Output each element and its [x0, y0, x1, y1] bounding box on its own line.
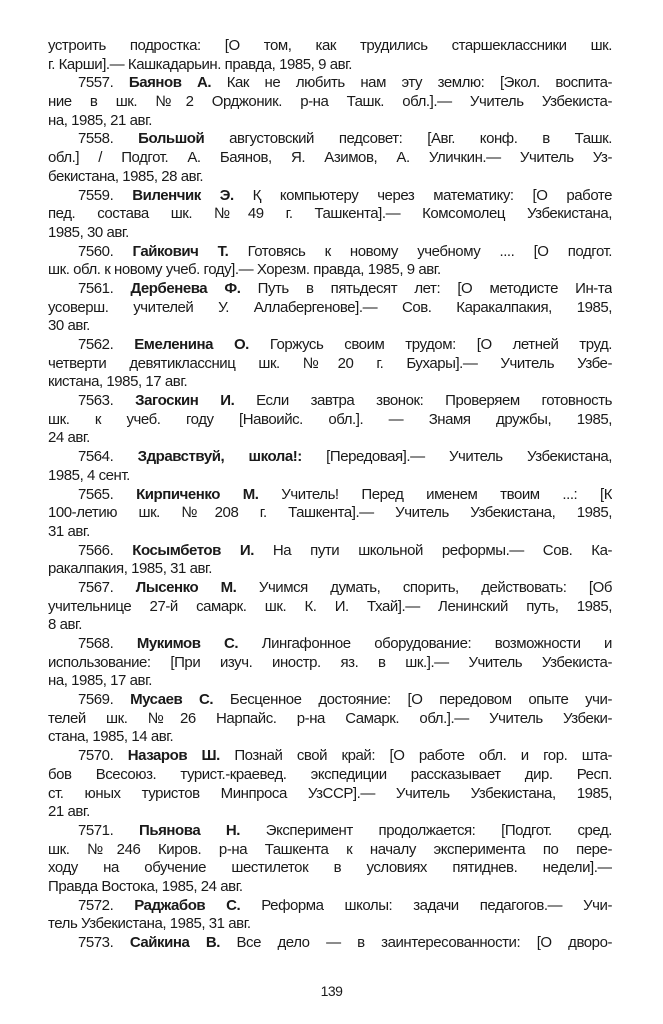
entry-author: Пьянова Н. — [139, 821, 241, 839]
bibliography-entry — [48, 448, 612, 485]
text-line: четверти девятиклассниц шк. №20 г. Бухары].— Учитель Узбе- — [48, 354, 612, 372]
entry-text: Все дело — в заинтересованности: [О дворо- — [236, 934, 612, 951]
entry-text: Готовясь к новому учебному .... [О подгот. — [247, 242, 612, 260]
text-line — [48, 747, 612, 766]
entry-text: августовский педсовет: [Авг. конф. в Ташк. — [229, 130, 612, 148]
entry-number: 7570. — [78, 747, 114, 765]
bibliography-entry — [48, 822, 612, 897]
text-line: ракалпакия, 1985, 31 авг. — [48, 560, 212, 578]
text-line: на, 1985, 17 авг. — [48, 672, 152, 690]
text-line: использование: [При изуч. иностр. яз. в шк.].— Учитель Узбекиста- — [48, 653, 612, 671]
entry-text: Учимся думать, спорить, действовать: [Об — [258, 578, 612, 596]
text-line: на, 1985, 21 авг. — [48, 111, 152, 129]
entry-text: Қ компьютеру через математику: [О работе — [252, 186, 612, 204]
text-line: обл.] / Подгот. А. Баянов, Я. Азимов, А. Уличкин.— Учитель Уз- — [48, 149, 612, 167]
entry-number: 7565. — [78, 485, 114, 503]
entry-author: Косымбетов И. — [132, 541, 254, 559]
entry-author: Большой — [138, 130, 205, 148]
bibliography-entry — [48, 336, 612, 392]
bibliography-entry — [48, 747, 612, 822]
text-line: учительнице 27-й самарк. шк. К. И. Тхай].— Ленинский путь, 1985, — [48, 597, 612, 615]
text-line: шк. обл. к новому учеб. году].— Хорезм. правда, 1985, 9 авг. — [48, 261, 441, 279]
entry-author: Лысенко М. — [135, 578, 237, 596]
entry-text: На пути школьной реформы.— Сов. Ка- — [272, 541, 612, 559]
entry-number: 7571. — [78, 821, 114, 839]
text-line — [48, 934, 612, 953]
bibliography-entry — [48, 74, 612, 130]
entry-number: 7559. — [78, 186, 114, 204]
text-line: ние в шк. №2 Орджоник. р-на Ташк. обл.].— Учитель Узбекиста- — [48, 93, 612, 111]
text-line: бов Всесоюз. турист.-краевед. экспедиции рассказывает дир. Респ. — [48, 765, 612, 783]
text-line — [48, 822, 612, 841]
text-line: телей шк. №26 Нарпайс. р-на Самарк. обл.].— Учитель Узбеки- — [48, 709, 612, 727]
text-line — [48, 542, 612, 561]
entry-author: Емеленина О. — [134, 336, 249, 353]
entry-author: Здравствуй, школа!: — [137, 448, 302, 466]
text-line: ходу на обучение шестилеток в условиях пятиднев. недели].— — [48, 859, 612, 877]
entry-text: Если завтра звонок: Проверяем готовность — [256, 392, 612, 410]
text-line — [48, 280, 612, 299]
entry-number: 7572. — [78, 896, 114, 914]
text-line: 8 авг. — [48, 616, 82, 634]
entry-number: 7568. — [78, 635, 114, 652]
entry-number: 7564. — [78, 448, 114, 466]
entry-number: 7562. — [78, 336, 114, 353]
entry-number: 7560. — [78, 242, 114, 260]
entry-text: Эксперимент продолжается: [Подгот. сред. — [265, 821, 612, 839]
text-line: 24 авг. — [48, 429, 90, 447]
bibliography-entry — [48, 486, 612, 542]
bibliography-entry — [48, 897, 612, 934]
text-line — [48, 486, 612, 505]
entry-author: Загоскин И. — [135, 392, 235, 410]
page-number: 139 — [320, 983, 343, 999]
text-line: Правда Востока, 1985, 24 авг. — [48, 877, 243, 895]
entry-number: 7558. — [78, 130, 114, 148]
text-line: стана, 1985, 14 авг. — [48, 728, 174, 746]
entry-number: 7557. — [78, 74, 114, 92]
text-line — [48, 392, 612, 411]
entry-author: Назаров Ш. — [127, 747, 220, 765]
entry-number: 7567. — [78, 578, 114, 596]
entry-text: Познай свой край: [О работе обл. и гор. шта- — [234, 747, 612, 765]
entry-text: Как не любить нам эту землю: [Экол. воспита- — [226, 74, 612, 92]
text-line: 1985, 30 авг. — [48, 223, 129, 241]
text-line: устроить подростка: [О том, как трудились старшеклассники шк. — [48, 37, 612, 54]
entry-text: Бесценное достояние: [О передовом опыте учи- — [229, 691, 612, 709]
text-line: шк. №246 Киров. р-на Ташкента к началу эксперимента по пере- — [48, 840, 612, 858]
entry-text: Учитель! Перед именем твоим ...: [К — [281, 485, 612, 503]
text-line: 31 авг. — [48, 522, 90, 540]
bibliography-entry — [48, 691, 612, 747]
text-line — [48, 448, 612, 467]
text-line — [48, 130, 612, 149]
bibliography-entry — [48, 542, 612, 579]
text-line — [48, 187, 612, 206]
entry-continuation — [48, 37, 612, 74]
text-line: ст. юных туристов Минпроса УзССР].— Учитель Узбекистана, 1985, — [48, 784, 612, 802]
entry-author: Дербенева Ф. — [130, 279, 241, 297]
text-line — [48, 691, 612, 710]
entry-number: 7563. — [78, 392, 114, 410]
entry-author: Кирпиченко М. — [136, 485, 259, 503]
bibliography-entry — [48, 934, 612, 953]
text-line: шк. к учеб. году [Навоийс. обл.]. — Знамя дружбы, 1985, — [48, 410, 612, 428]
text-line — [48, 74, 612, 93]
text-line: 1985, 4 сент. — [48, 466, 130, 484]
entry-number: 7569. — [78, 691, 114, 709]
text-line — [48, 635, 612, 654]
bibliography-entry — [48, 187, 612, 243]
entry-text: Горжусь своим трудом: [О летней труд. — [269, 336, 612, 353]
entry-author: Раджабов С. — [134, 896, 241, 914]
text-line: 30 авг. — [48, 317, 90, 335]
entry-author: Виленчик Э. — [132, 186, 234, 204]
text-line — [48, 897, 612, 916]
entry-number: 7566. — [78, 541, 114, 559]
text-line: 21 авг. — [48, 803, 90, 821]
bibliography-column — [48, 37, 612, 953]
text-line: кистана, 1985, 17 авг. — [48, 373, 188, 391]
entry-text: Лингафонное оборудование: возможности и — [261, 635, 612, 652]
text-line — [48, 243, 612, 262]
bibliography-entry — [48, 130, 612, 186]
entry-text: Реформа школы: задачи педагогов.— Учи- — [261, 896, 612, 914]
entry-text: [Передовая].— Учитель Узбекистана, — [326, 448, 612, 466]
bibliography-entry — [48, 280, 612, 336]
bibliography-entry — [48, 579, 612, 635]
text-line: усоверш. учителей У. Аллабергенове].— Сов. Каракалпакия, 1985, — [48, 298, 612, 316]
text-line: г. Карши].— Кашкадарьин. правда, 1985, 9 авг. — [48, 55, 353, 73]
entry-number: 7561. — [78, 279, 114, 297]
bibliography-entry — [48, 243, 612, 280]
entry-author: Мусаев С. — [130, 691, 214, 709]
bibliography-entry — [48, 392, 612, 448]
bibliography-entry — [48, 635, 612, 691]
entry-author: Мукимов С. — [136, 635, 239, 652]
entry-author: Баянов А. — [128, 74, 212, 92]
text-line — [48, 336, 612, 355]
entry-author: Сайкина В. — [129, 934, 220, 951]
text-line: 100-летию шк. №208 г. Ташкента].— Учитель Узбекистана, 1985, — [48, 504, 612, 522]
entry-text: Путь в пятьдесят лет: [О методисте Ин-та — [257, 279, 612, 297]
text-line: пед. состава шк. №49 г. Ташкента].— Комсомолец Узбекистана, — [48, 205, 612, 223]
text-line — [48, 579, 612, 598]
text-line: бекистана, 1985, 28 авг. — [48, 167, 204, 185]
entry-author: Гайкович Т. — [132, 242, 229, 260]
entry-number: 7573. — [78, 934, 114, 951]
text-line: тель Узбекистана, 1985, 31 авг. — [48, 915, 251, 933]
